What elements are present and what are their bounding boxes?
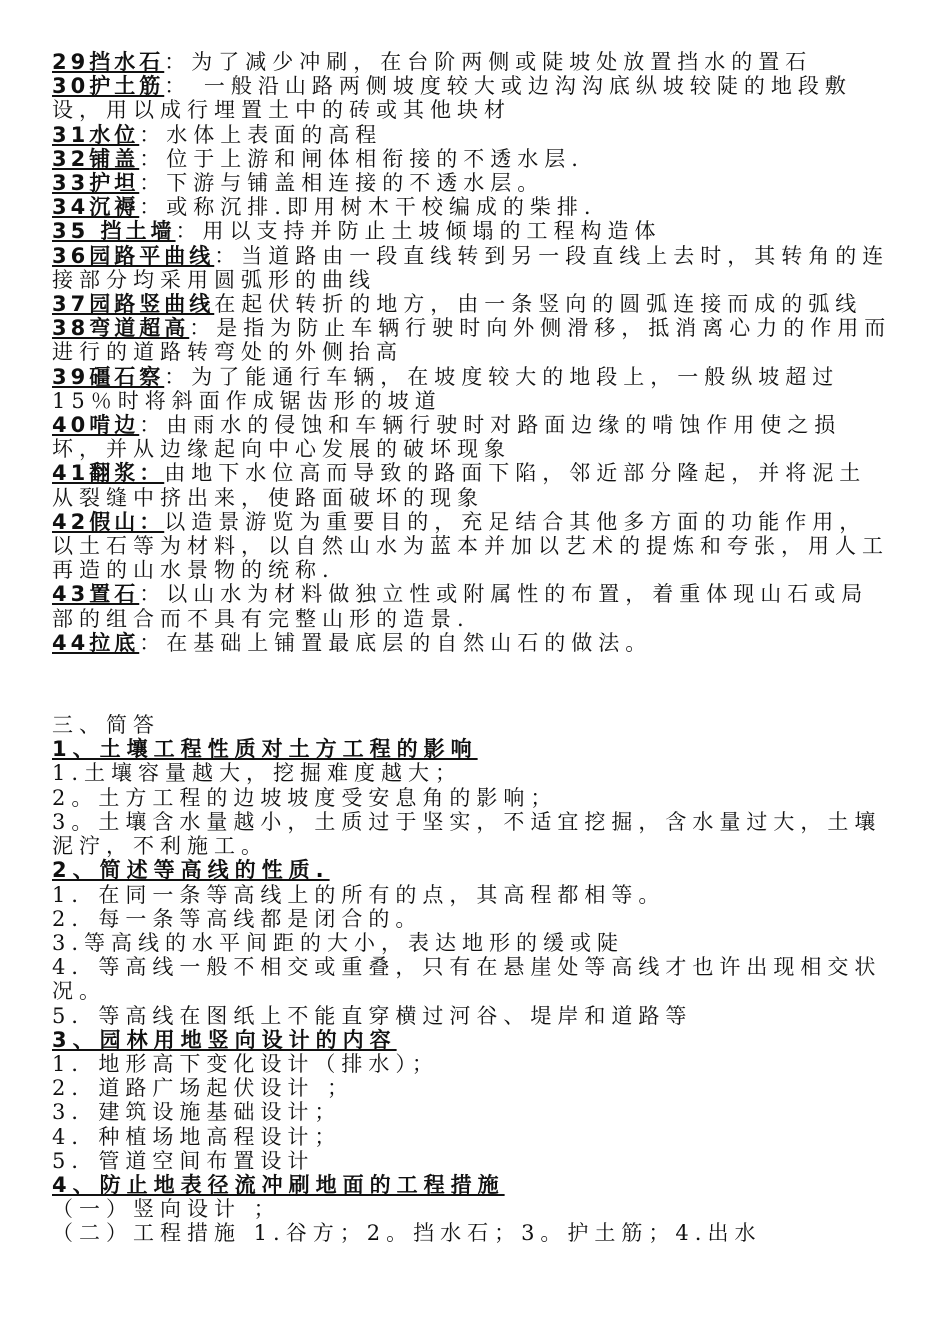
definition-40 [52, 413, 892, 461]
definition-text: ：用以支持并防止土坡倾塌的工程构造体 [175, 219, 662, 244]
definition-term: 44拉底 [52, 630, 140, 655]
definition-text: ：位于上游和闸体相衔接的不透水层. [139, 146, 584, 171]
answer-line: 3。土壤含水量越小，土质过于坚实，不适宜挖掘，含水量过大，土壤泥泞，不利施工。 [52, 809, 882, 859]
question-title: 3、园林用地竖向设计的内容 [52, 1027, 397, 1052]
definition-term: 41翻浆： [52, 461, 165, 486]
definition-term: 40啃边 [52, 413, 140, 438]
definition-term: 33护坦 [52, 171, 140, 196]
definition-term: 35 挡土墙 [52, 219, 176, 244]
answer-line: 1.土壤容量越大，挖掘难度越大； [52, 761, 463, 786]
answer-line: 3.等高线的水平间距的大小，表达地形的缓或陡 [52, 930, 625, 955]
definitions-list [52, 50, 892, 655]
definition-36 [52, 244, 892, 292]
question-title: 1、土壤工程性质对土方工程的影响 [52, 737, 478, 762]
definition-term: 43置石 [52, 582, 140, 607]
question-title: 4、防止地表径流冲刷地面的工程措施 [52, 1172, 505, 1197]
section-title: 三、简答 [52, 713, 160, 738]
definition-42 [52, 510, 892, 583]
definition-37 [52, 292, 892, 316]
definition-32 [52, 147, 892, 171]
answer-line: 2．每一条等高线都是闭合的。 [52, 906, 423, 931]
answer-line: （一）竖向设计 ； [52, 1197, 281, 1222]
definition-term: 42假山： [52, 509, 165, 534]
answer-line: 2。土方工程的边坡坡度受安息角的影响； [52, 785, 558, 810]
definition-text: 以造景游览为重要目的，充足结合其他多方面的功能作用，以土石等为材料，以自然山水为蓝本并加以艺术的提炼和夸张，用人工再造的山水景物的统称. [52, 509, 889, 583]
document-page [52, 50, 892, 1246]
question-4 [52, 1173, 892, 1246]
answer-line: （二）工程措施 1.谷方；2。挡水石；3。护土筋；4.出水 [52, 1221, 762, 1246]
definition-41 [52, 461, 892, 509]
definition-text: ：由雨水的侵蚀和车辆行驶时对路面边缘的啃蚀作用使之损坏，并从边缘起向中心发展的破坏现象 [52, 413, 842, 462]
definition-term: 34沉褥 [52, 195, 140, 220]
definition-term: 38弯道超高 [52, 316, 190, 341]
answer-line: 4．种植场地高程设计； [52, 1124, 342, 1149]
definition-term: 31水位 [52, 122, 140, 147]
answer-line: 1．在同一条等高线上的所有的点，其高程都相等。 [52, 882, 666, 907]
definition-term: 36园路平曲线 [52, 243, 215, 268]
definition-31 [52, 123, 892, 147]
definition-text: ：是指为防止车辆行驶时向外侧滑移，抵消离心力的作用而进行的道路转弯处的外侧抬高 [52, 316, 892, 365]
section-gap [52, 655, 892, 713]
definition-term: 39礓石察 [52, 364, 165, 389]
answer-line: 1．地形高下变化设计（排水）； [52, 1051, 439, 1076]
definition-33 [52, 171, 892, 195]
answer-line: 2．道路广场起伏设计 ； [52, 1076, 355, 1101]
question-2 [52, 858, 892, 1027]
definition-34 [52, 195, 892, 219]
definition-term: 37园路竖曲线 [52, 292, 215, 317]
definition-term: 30护土筋 [52, 74, 165, 99]
definition-text: ：或称沉排.即用树木干校编成的柴排. [139, 195, 597, 220]
definition-30 [52, 74, 892, 122]
definition-text: ：为了能通行车辆，在坡度较大的地段上，一般纵坡超过15％时将斜面作成锯齿形的坡道 [52, 364, 840, 413]
definition-44 [52, 631, 892, 655]
answer-line: 4．等高线一般不相交或重叠，只有在悬崖处等高线才也许出现相交状况。 [52, 955, 882, 1004]
definition-text: ：水体上表面的高程 [139, 122, 383, 147]
definition-38 [52, 316, 892, 364]
definition-39 [52, 365, 892, 413]
answer-line: 5．管道空间布置设计 [52, 1148, 315, 1173]
definition-term: 32铺盖 [52, 146, 140, 171]
definition-35 [52, 219, 892, 243]
definition-term: 29挡水石 [52, 50, 165, 74]
question-3 [52, 1028, 892, 1173]
question-1 [52, 737, 892, 858]
definition-text: 由地下水位高而导致的路面下陷，邻近部分隆起，并将泥土从裂缝中挤出来，使路面破坏的现象 [52, 461, 867, 510]
definition-text: 在起伏转折的地方，由一条竖向的圆弧连接而成的弧线 [214, 292, 863, 317]
definition-text: ：下游与铺盖相连接的不透水层。 [139, 171, 545, 196]
definition-text: ：以山水为材料做独立性或附属性的布置，着重体现山石或局部的组合而不具有完整山形的造景. [52, 582, 869, 631]
answer-line: 3．建筑设施基础设计； [52, 1100, 342, 1125]
definition-text: ： 一般沿山路两侧坡度较大或边沟沟底纵坡较陡的地段敷设，用以成行埋置土中的砖或其他块材 [52, 74, 852, 123]
definition-text: ：当道路由一段直线转到另一段直线上去时，其转角的连接部分均采用圆弧形的曲线 [52, 243, 890, 292]
definition-text: ：在基础上铺置最底层的自然山石的做法。 [139, 630, 653, 655]
definition-43 [52, 582, 892, 630]
definition-text: ：为了减少冲刷，在台阶两侧或陡坡处放置挡水的置石 [164, 50, 813, 74]
question-title: 2、简述等高线的性质. [52, 858, 330, 883]
answer-line: 5．等高线在图纸上不能直穿横过河谷、堤岸和道路等 [52, 1003, 693, 1028]
definition-29 [52, 50, 892, 74]
